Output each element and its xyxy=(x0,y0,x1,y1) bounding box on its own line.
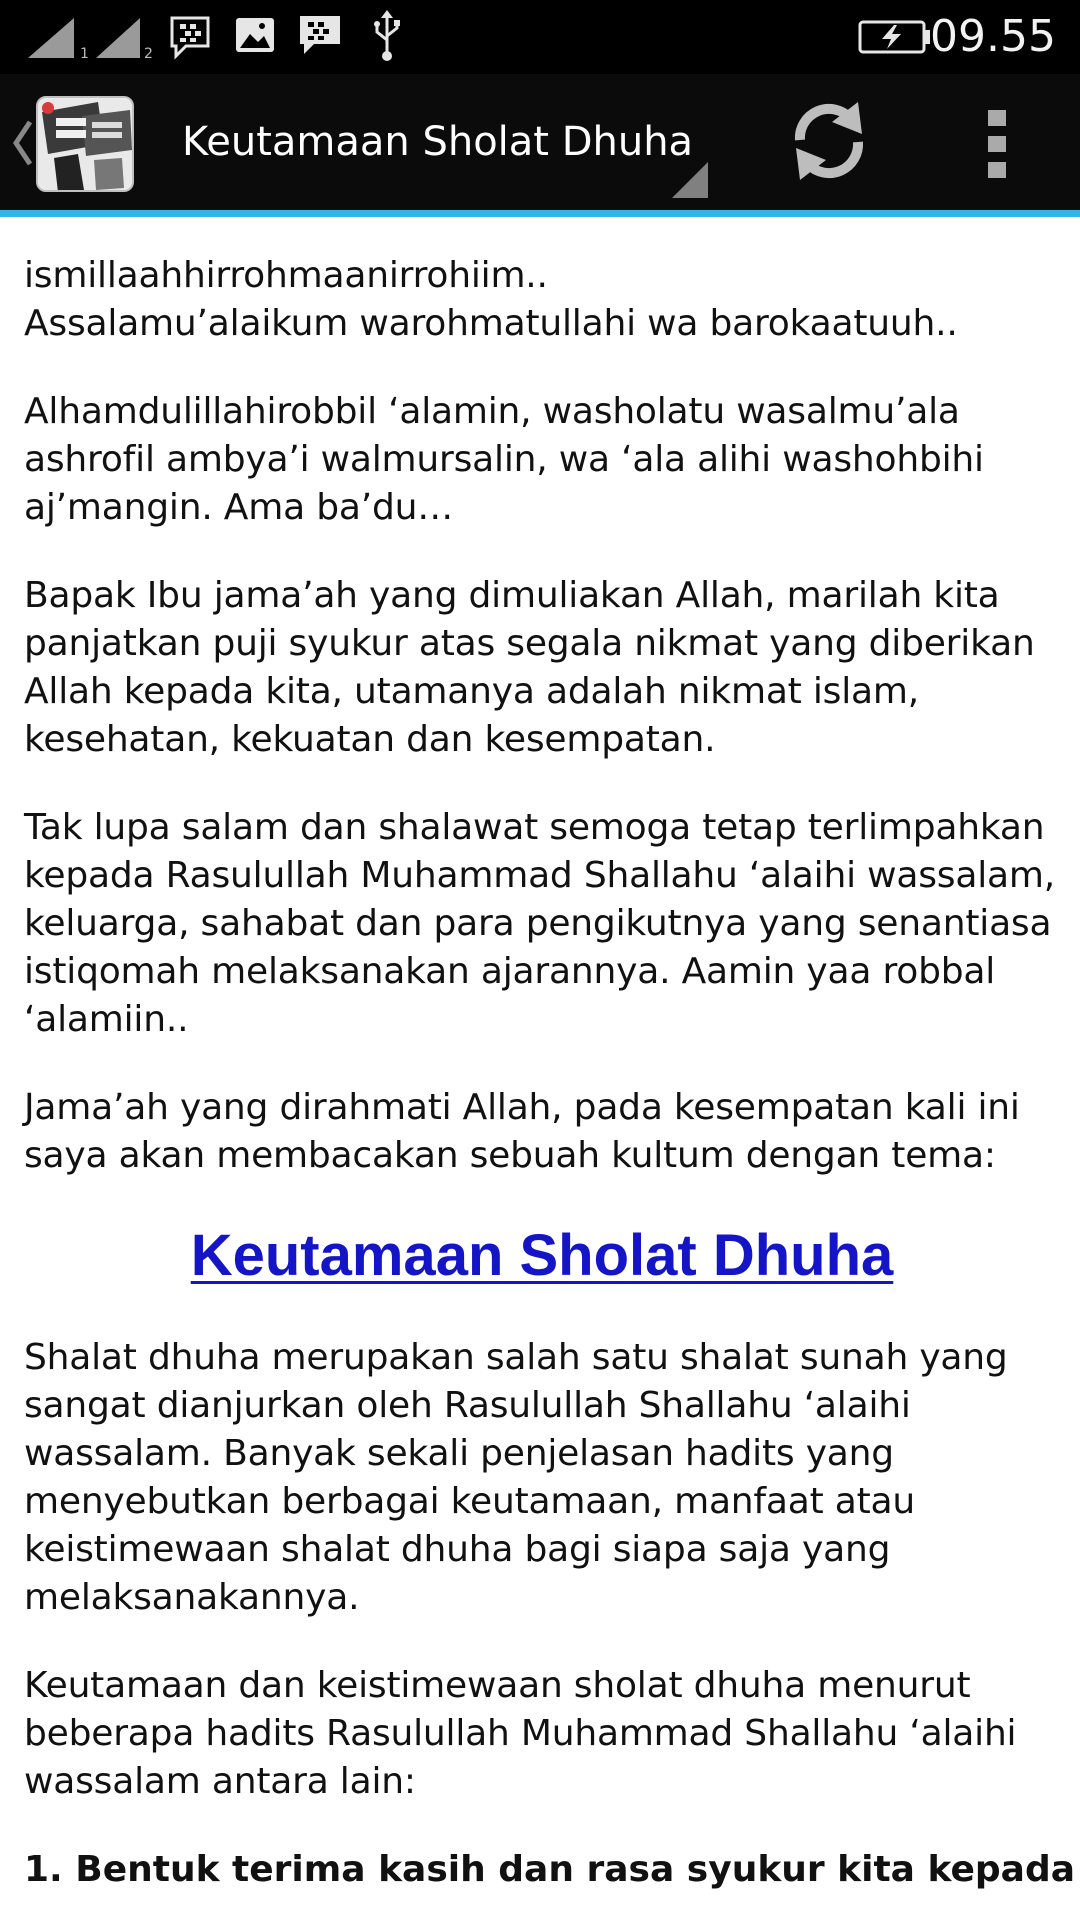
status-clock: 09.55 xyxy=(930,11,1056,62)
back-chevron-icon[interactable] xyxy=(10,118,34,168)
article-paragraph: Bapak Ibu jama’ah yang dimuliakan Allah, marilah kita panjatkan puji syukur atas segala nikmat yang diberikan Allah kepada kita, utamanya adalah nikmat islam, kesehatan, kekuatan dan kesempatan. xyxy=(24,575,1035,760)
article-content xyxy=(24,252,1076,1894)
article-heading-link[interactable]: Keutamaan Sholat Dhuha xyxy=(190,1223,894,1288)
app-title: Keutamaan Sholat Dhuha xyxy=(182,119,694,165)
article-paragraph: ismillaahhirrohmaanirrohiim.. Assalamu’alaikum warohmatullahi wa barokaatuuh.. xyxy=(24,255,958,344)
overflow-menu-icon[interactable] xyxy=(972,104,1022,184)
article-heading xyxy=(24,1220,1060,1292)
gallery-icon xyxy=(234,14,278,58)
bbm-chat-icon xyxy=(298,14,344,58)
article-paragraph: Jama’ah yang dirahmati Allah, pada kesempatan kali ini saya akan membacakan sebuah kultum dengan tema: xyxy=(24,1087,1020,1176)
bbm-icon xyxy=(168,14,216,60)
point-heading: 1. Bentuk terima kasih dan rasa syukur kita kepada xyxy=(24,1849,1076,1890)
action-bar-divider xyxy=(0,210,1080,217)
sim2-label: 2 xyxy=(144,46,153,60)
article-paragraph: Shalat dhuha merupakan salah satu shalat sunah yang sangat dianjurkan oleh Rasulullah Shallahu ‘alaihi wassalam. Banyak sekali penjelasan hadits yang menyebutkan berbagai keutamaan, manfaat atau keistimewaan shalat dhuha bagi siapa saja yang melaksanakannya. xyxy=(24,1337,1008,1618)
sim1-label: 1 xyxy=(80,46,89,60)
app-logo-icon[interactable] xyxy=(36,96,134,192)
usb-icon xyxy=(370,10,404,62)
battery-charging-icon xyxy=(858,20,934,54)
article-paragraph: Alhamdulillahirobbil ‘alamin, washolatu wasalmu’ala ashrofil ambya’i walmursalin, wa ‘ala alihi washohbihi aj’mangin. Ama ba’du… xyxy=(24,391,984,528)
refresh-icon[interactable] xyxy=(784,96,874,186)
status-bar xyxy=(0,0,1080,74)
dropdown-corner-icon[interactable] xyxy=(670,160,710,200)
article-paragraph: Keutamaan dan keistimewaan sholat dhuha menurut beberapa hadits Rasulullah Muhammad Shallahu ‘alaihi wassalam antara lain: xyxy=(24,1665,1017,1802)
action-bar xyxy=(0,74,1080,210)
article-paragraph: Tak lupa salam dan shalawat semoga tetap terlimpahkan kepada Rasulullah Muhammad Shallahu ‘alaihi wassalam, keluarga, sahabat dan para pengikutnya yang senantiasa istiqomah melaksanakan ajarannya. Aamin yaa robbal ‘alamiin.. xyxy=(24,807,1055,1040)
signal-sim2-icon xyxy=(94,16,164,60)
